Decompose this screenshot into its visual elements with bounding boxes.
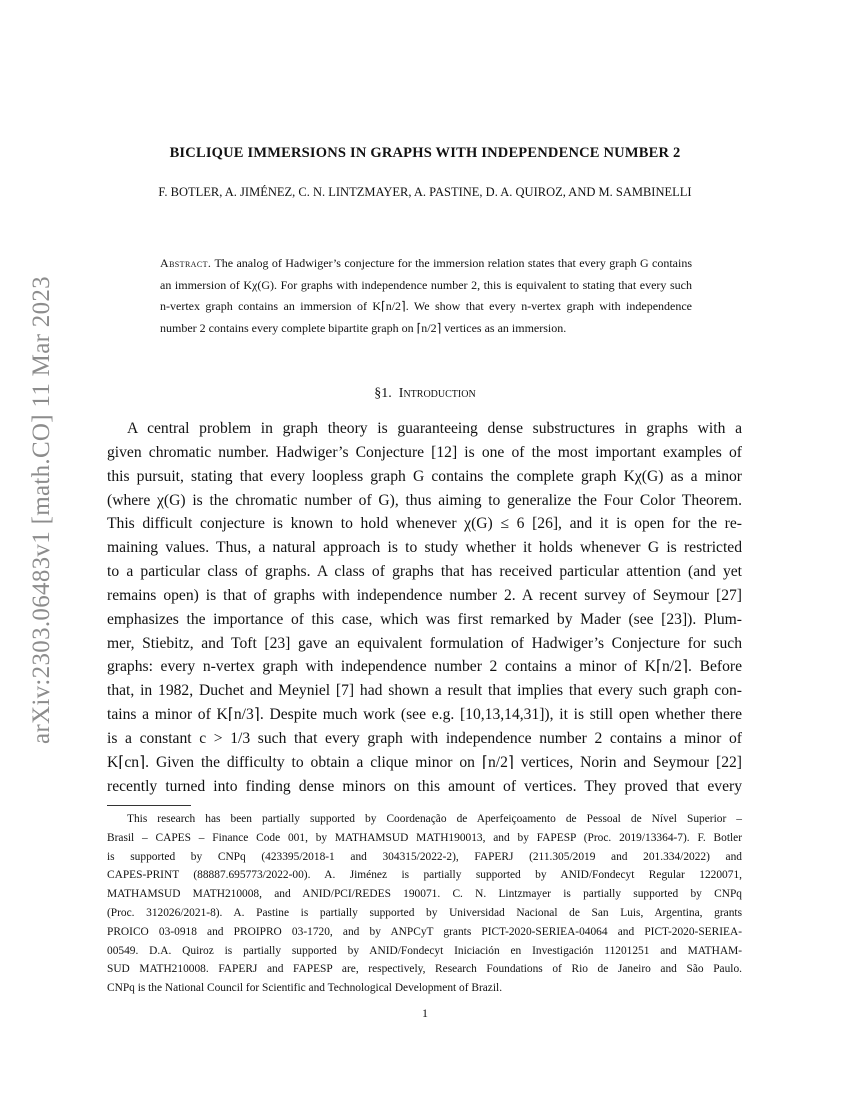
intro-line: recently turned into finding dense minors on this amount of vertices. They proved that every <box>107 777 742 795</box>
intro-line: emphasizes the importance of this case, which was first remarked by Mader (see [23]). Plum- <box>107 610 742 628</box>
intro-line: A central problem in graph theory is guaranteeing dense substructures in graphs with a <box>127 420 742 437</box>
arxiv-sidebar-stamp <box>16 240 68 780</box>
footnote-line: CAPES-PRINT (88887.695773/2022-00). A. Jiménez is partially supported by ANID/Fondecyt Regular 1220071, <box>107 869 742 882</box>
footnote-line: 00549. D.A. Quiroz is partially supported by ANID/Fondecyt Iniciación en Investigación 11201251 and MATHAM- <box>107 944 742 957</box>
intro-line: to a particular class of graphs. A class of graphs that has received particular attention (and yet <box>107 563 742 581</box>
intro-line: this pursuit, stating that every loopless graph G contains the complete graph Kχ(G) as a minor <box>107 467 742 485</box>
intro-line: tains a minor of K⌈n/3⌉. Despite much work (see e.g. [10,13,14,31]), it is still open whether there <box>107 706 742 724</box>
intro-line: (where χ(G) is the chromatic number of G), thus aiming to generalize the Four Color Theorem. <box>107 491 742 509</box>
footnote-line: MATHAMSUD MATH210008, and ANID/PCI/REDES 190071. C. N. Lintzmayer is partially supported by CNPq <box>107 888 742 901</box>
abstract-label: Abstract. <box>160 256 212 270</box>
footnote-line: PROICO 03-0918 and PROIPRO 03-1720, and by ANPCyT grants PICT-2020-SERIEA-04064 and PICT-2020-SERIEA- <box>107 925 742 938</box>
page-number: 1 <box>422 1006 428 1020</box>
paper-title: BICLIQUE IMMERSIONS IN GRAPHS WITH INDEPENDENCE NUMBER 2 <box>169 145 681 161</box>
intro-line: remains open) is that of graphs with independence number 2. A recent survey of Seymour [27] <box>107 586 742 604</box>
section-heading <box>0 386 850 402</box>
abstract <box>160 253 692 339</box>
intro-line: given chromatic number. Hadwiger’s Conjecture [12] is one of the most important examples of <box>107 443 742 461</box>
section-number: §1. <box>374 386 392 401</box>
abstract-text: The analog of Hadwiger’s conjecture for the immersion relation states that every graph G contains an immersion of Kχ(G). For graphs with independence number 2, this is equivalent to stating that every such n-vertex graph contains an immersion of K⌈n/2⌉. We show that every n-vertex graph with independence number 2 contains every complete bipartite graph on ⌈n/2⌉ vertices as an immersion. <box>160 256 692 335</box>
intro-line: maining values. Thus, a natural approach is to study whether it holds whenever G is restricted <box>107 539 742 557</box>
intro-line: K⌈cn⌉. Given the difficulty to obtain a clique minor on ⌈n/2⌉ vertices, Norin and Seymour [22] <box>107 753 742 771</box>
funding-footnote <box>107 810 742 998</box>
footnote-rule <box>107 805 191 806</box>
footnote-line: Brasil – CAPES – Finance Code 001, by MATHAMSUD MATH190013, and by FAPESP (Proc. 2019/13364-7). F. Botler <box>107 831 742 844</box>
paper-authors: F. BOTLER, A. JIMÉNEZ, C. N. LINTZMAYER, A. PASTINE, D. A. QUIROZ, AND M. SAMBINELLI <box>158 185 692 199</box>
intro-line: is a constant c > 1/3 such that every graph with independence number 2 contains a minor of <box>107 729 742 747</box>
footnote-line: CNPq is the National Council for Scientific and Technological Development of Brazil. <box>107 982 503 995</box>
section-title: Introduction <box>398 386 476 401</box>
intro-line: This difficult conjecture is known to hold whenever χ(G) ≤ 6 [26], and it is open for the re- <box>107 515 742 533</box>
footnote-line: SUD MATH210008. FAPERJ and FAPESP are, respectively, Research Foundations of Rio de Janeiro and São Paulo. <box>107 963 742 976</box>
footnote-line: is supported by CNPq (423395/2018-1 and 304315/2022-2), FAPERJ (211.305/2019 and 201.334/2022) and <box>107 850 742 863</box>
intro-line: mer, Stiebitz, and Toft [23] gave an equivalent formulation of Hadwiger’s Conjecture for such <box>107 634 742 652</box>
intro-body <box>107 417 742 799</box>
footnote-line: This research has been partially supported by Coordenação de Aperfeiçoamento de Pessoal de Nível Superior – <box>127 813 742 825</box>
intro-line: graphs: every n-vertex graph with independence number 2 contains a minor of K⌈n/2⌉. Before <box>107 658 742 676</box>
intro-line: that, in 1982, Duchet and Meyniel [7] had shown a result that implies that every such graph con- <box>107 682 742 700</box>
arxiv-identifier: arXiv:2303.06483v1 [math.CO] 11 Mar 2023 <box>28 276 55 744</box>
footnote-line: (Proc. 312026/2021-8). A. Pastine is partially supported by Universidad Nacional de San Luis, Argentina, grants <box>107 906 742 919</box>
